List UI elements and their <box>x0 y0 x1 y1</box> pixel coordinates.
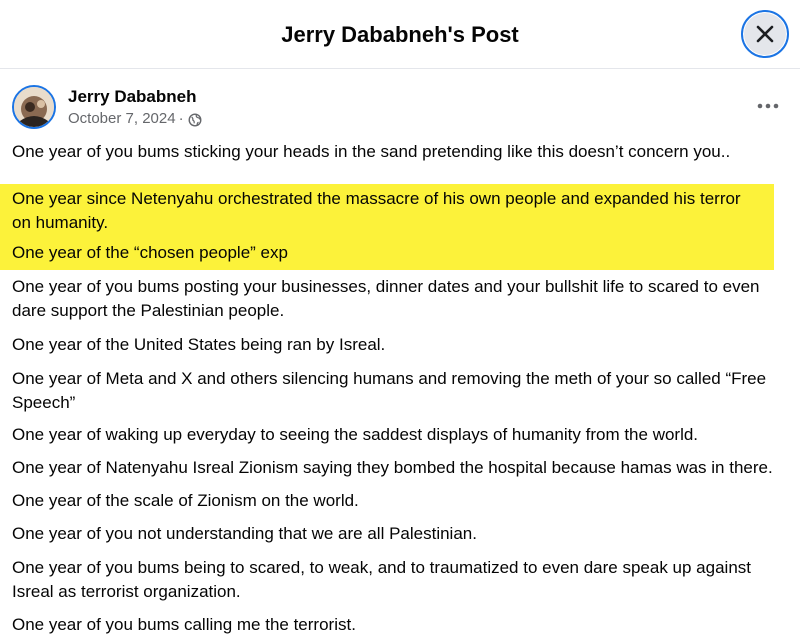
post-paragraph: One year of waking up everyday to seeing the saddest displays of humanity from the world. <box>12 425 699 444</box>
post-body <box>0 140 800 637</box>
post-paragraph: One year of the United States being ran by Isreal. <box>12 335 386 354</box>
post-author-row <box>12 82 788 132</box>
post-paragraph: One year of you bums being to scared, to weak, and to traumatized to even dare speak up against Isreal as terrorist organization. <box>12 558 752 601</box>
post-paragraph: One year of you not understanding that we are all Palestinian. <box>12 524 477 543</box>
post-meta <box>68 109 202 129</box>
highlighted-text <box>0 184 774 270</box>
dialog-header <box>0 0 800 69</box>
post-paragraph: One year since Netenyahu orchestrated the massacre of his own people and expanded his terror on humanity. <box>12 189 741 232</box>
post-paragraph: One year of you bums sticking your heads in the sand pretending like this doesn’t concern you.. <box>12 142 731 161</box>
meta-separator: · <box>178 110 184 127</box>
post-date[interactable]: October 7, 2024 <box>68 110 176 127</box>
close-icon <box>755 24 775 44</box>
close-button[interactable] <box>741 10 789 58</box>
post-paragraph: One year of you bums posting your businesses, dinner dates and your bullshit life to scared to even dare support the Palestinian people. <box>12 277 760 320</box>
avatar-photo <box>14 87 54 127</box>
post-paragraph: One year of you bums calling me the terrorist. <box>12 615 356 634</box>
more-options-button[interactable] <box>756 94 780 118</box>
avatar[interactable] <box>12 85 56 129</box>
globe-icon[interactable] <box>188 113 202 127</box>
post-paragraph: One year of the “chosen people” exp <box>12 243 288 262</box>
more-horizontal-icon <box>757 103 779 109</box>
post-paragraph: One year of Meta and X and others silencing humans and removing the meth of your so called “Free Speech” <box>12 369 767 412</box>
author-name[interactable]: Jerry Dababneh <box>68 87 197 106</box>
post-paragraph: One year of the scale of Zionism on the world. <box>12 491 359 510</box>
dialog-title: Jerry Dababneh's Post <box>281 22 519 47</box>
post-paragraph: One year of Natenyahu Isreal Zionism saying they bombed the hospital because hamas was in there. <box>12 458 773 477</box>
